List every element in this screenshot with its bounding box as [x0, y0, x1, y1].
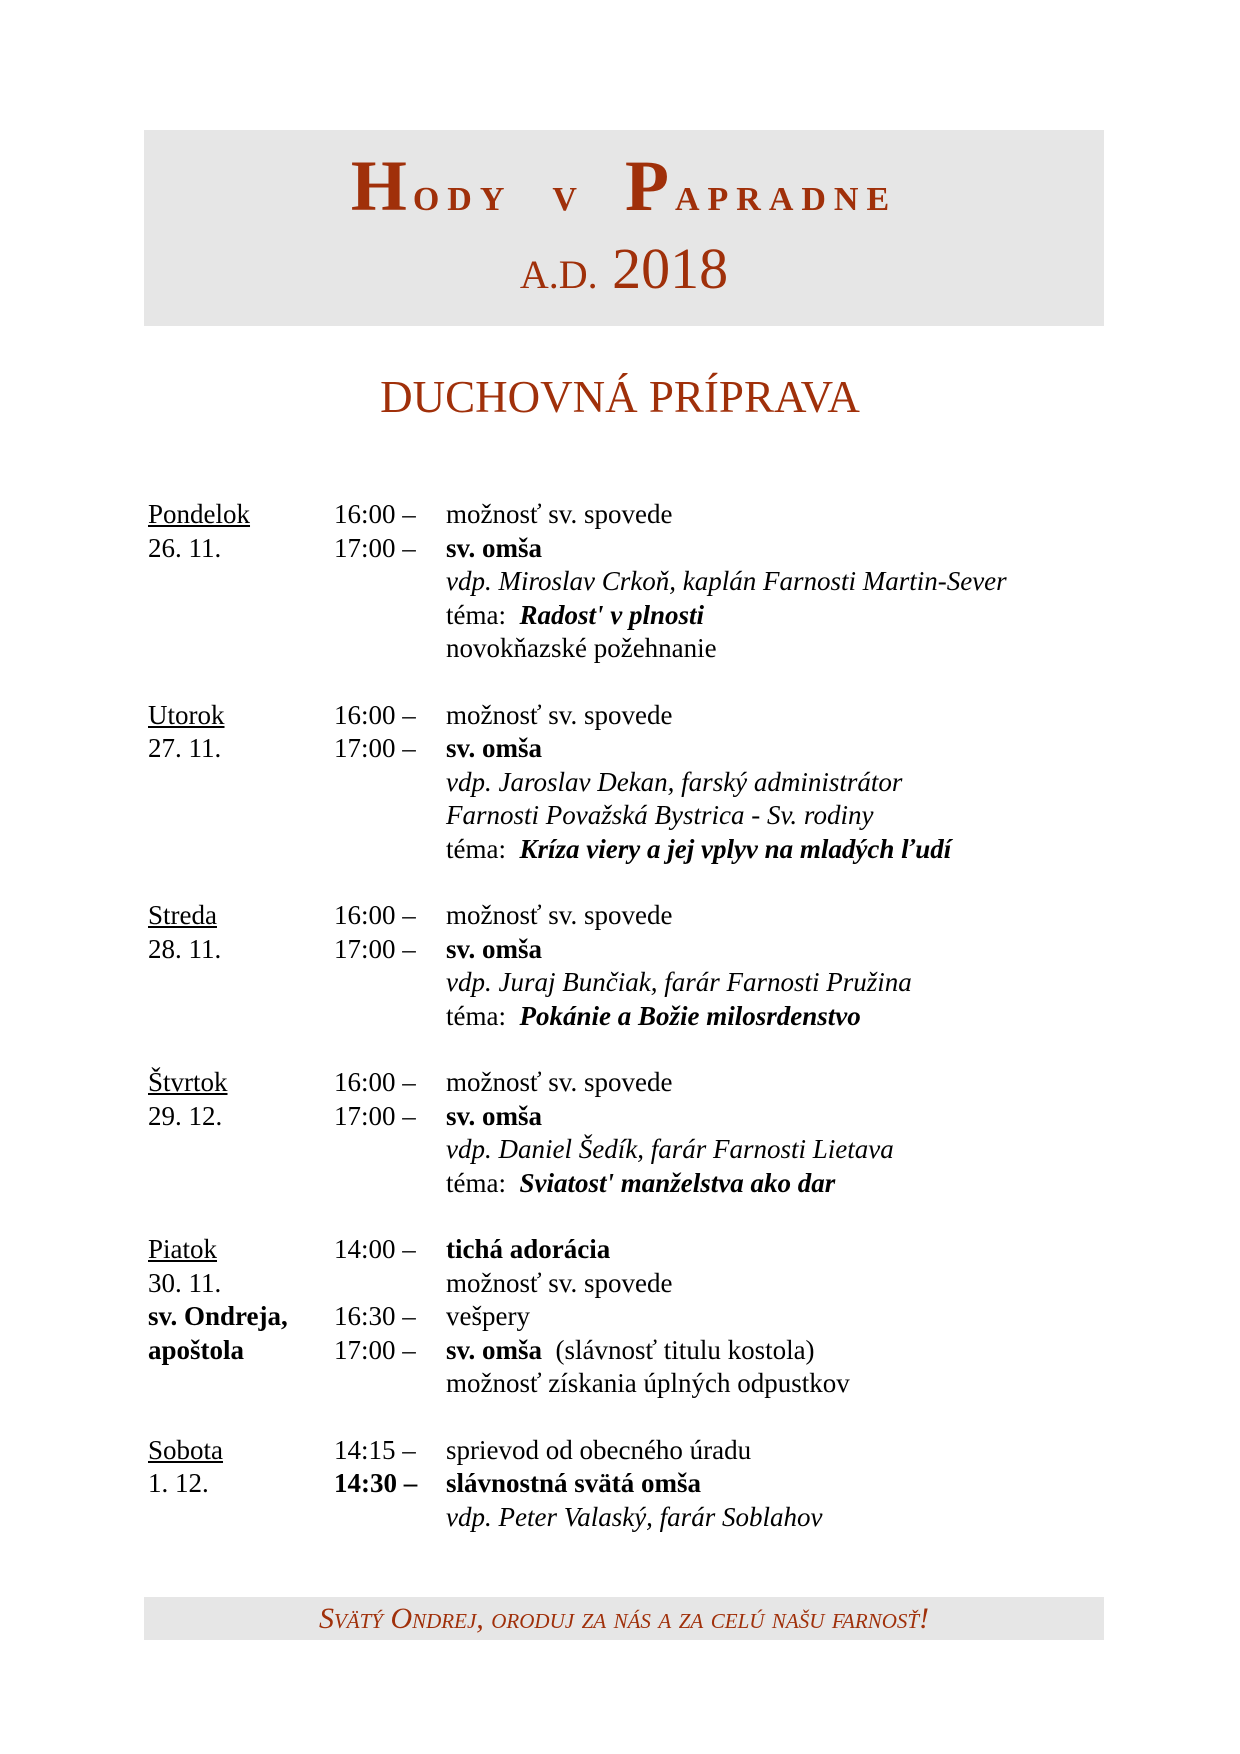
title-word-v: v — [552, 168, 585, 221]
title-word-hody-rest: ody — [412, 168, 513, 221]
time: 14:30 – — [334, 1468, 418, 1498]
event-text: možnosť sv. spovede — [446, 900, 673, 930]
theme-prefix: téma: — [446, 833, 506, 864]
day-block-sobota — [148, 1434, 1148, 1535]
time: 17:00 – — [334, 733, 416, 763]
schedule-line — [148, 1467, 1148, 1501]
day-name: Sobota — [148, 1434, 224, 1465]
schedule-line — [148, 632, 1148, 666]
schedule-line — [148, 1334, 1148, 1368]
day-name: Pondelok — [148, 499, 251, 529]
schedule-line — [148, 1133, 1148, 1167]
day-name: Piatok — [148, 1234, 218, 1264]
schedule-line — [148, 1000, 1148, 1034]
theme-text: Radost' v plnosti — [519, 599, 705, 630]
schedule-line — [148, 1233, 1148, 1267]
celebrant-text: vdp. Jaroslav Dekan, farský administrátor — [446, 766, 903, 797]
celebrant-text: vdp. Miroslav Crkoň, kaplán Farnosti Martin-Sever — [446, 566, 1007, 596]
schedule-line — [148, 699, 1148, 733]
celebrant-text: vdp. Daniel Šedík, farár Farnosti Lietava — [446, 1134, 894, 1164]
event-text: sprievod od obecného úradu — [446, 1434, 752, 1465]
feast-name: apoštola — [148, 1334, 245, 1365]
event-text: tichá adorácia — [446, 1234, 611, 1264]
event-text: sv. omša — [446, 933, 543, 964]
day-block-piatok — [148, 1233, 1148, 1401]
time: 17:00 – — [334, 1100, 416, 1131]
event-text: možnosť sv. spovede — [446, 1267, 673, 1298]
feast-name: sv. Ondreja, — [148, 1301, 288, 1331]
title-word-papradne-rest: apradne — [674, 168, 898, 221]
day-date: 27. 11. — [148, 733, 222, 763]
celebrant-text: vdp. Peter Valaský, farár Soblahov — [446, 1501, 823, 1532]
schedule — [148, 498, 1148, 1567]
schedule-line — [148, 1300, 1148, 1334]
page-year — [144, 234, 1104, 304]
header-band — [144, 130, 1104, 326]
schedule-line — [148, 766, 1148, 800]
day-date: 1. 12. — [148, 1468, 209, 1498]
schedule-line — [148, 933, 1148, 967]
schedule-line — [148, 565, 1148, 599]
schedule-line — [148, 1434, 1148, 1468]
day-block-pondelok — [148, 498, 1148, 666]
schedule-line — [148, 1066, 1148, 1100]
footer-prayer: Svätý Ondrej, oroduj za nás a za celú našu farnosť! — [318, 1602, 930, 1635]
day-name: Streda — [148, 900, 217, 930]
schedule-line — [148, 966, 1148, 1000]
theme-text: Kríza viery a jej vplyv na mladých ľudí — [519, 833, 952, 864]
time: 17:00 – — [334, 933, 416, 964]
event-text: novokňazské požehnanie — [446, 633, 717, 663]
day-block-streda — [148, 899, 1148, 1033]
day-name: Štvrtok — [148, 1067, 228, 1097]
event-text: vešpery — [446, 1301, 530, 1331]
schedule-line — [148, 599, 1148, 633]
year-value: 2018 — [612, 236, 729, 301]
schedule-line — [148, 498, 1148, 532]
event-text: možnosť sv. spovede — [446, 699, 673, 730]
title-letter-p: P — [624, 146, 675, 226]
theme-prefix: téma: — [446, 1167, 506, 1198]
schedule-line — [148, 833, 1148, 867]
event-text: slávnostná svätá omša — [446, 1468, 702, 1498]
page-title — [144, 140, 1104, 234]
event-text: sv. omša — [446, 733, 543, 763]
event-text: možnosť sv. spovede — [446, 1067, 673, 1097]
section-heading: DUCHOVNÁ PRÍPRAVA — [380, 372, 860, 422]
year-prefix: A.D. — [519, 252, 598, 297]
schedule-line — [148, 1167, 1148, 1201]
time: 16:00 – — [334, 699, 416, 730]
theme-text: Pokánie a Božie milosrdenstvo — [519, 1000, 861, 1031]
time: 16:00 – — [334, 1067, 416, 1097]
day-date: 30. 11. — [148, 1267, 222, 1298]
day-name: Utorok — [148, 699, 225, 730]
title-letter-h: H — [350, 146, 413, 226]
event-text: možnosť získania úplných odpustkov — [446, 1368, 850, 1398]
celebrant-text: Farnosti Považská Bystrica - Sv. rodiny — [446, 800, 874, 830]
day-block-stvrtok — [148, 1066, 1148, 1200]
celebrant-text: vdp. Juraj Bunčiak, farár Farnosti Pružina — [446, 967, 912, 997]
theme-text: Sviatost' manželstva ako dar — [519, 1167, 836, 1198]
time: 17:00 – — [334, 532, 416, 563]
time: 16:00 – — [334, 499, 416, 529]
schedule-line — [148, 732, 1148, 766]
theme-prefix: téma: — [446, 599, 506, 630]
day-date: 29. 12. — [148, 1100, 223, 1131]
schedule-line — [148, 899, 1148, 933]
event-text: sv. omša — [446, 532, 543, 563]
time: 16:00 – — [334, 900, 416, 930]
day-block-utorok — [148, 699, 1148, 867]
theme-prefix: téma: — [446, 1000, 506, 1031]
schedule-line — [148, 1501, 1148, 1535]
schedule-line — [148, 532, 1148, 566]
schedule-line — [148, 1367, 1148, 1401]
event-text: sv. omša — [446, 1334, 543, 1365]
time: 14:15 – — [334, 1434, 416, 1465]
event-note: (slávnosť titulu kostola) — [555, 1334, 815, 1365]
time: 14:00 – — [334, 1234, 416, 1264]
day-date: 26. 11. — [148, 532, 222, 563]
schedule-line — [148, 1267, 1148, 1301]
footer-band — [144, 1597, 1104, 1640]
schedule-line — [148, 799, 1148, 833]
event-text: sv. omša — [446, 1100, 543, 1131]
day-date: 28. 11. — [148, 933, 222, 964]
schedule-line — [148, 1100, 1148, 1134]
time: 16:30 – — [334, 1301, 416, 1331]
time: 17:00 – — [334, 1334, 416, 1365]
event-text: možnosť sv. spovede — [446, 499, 673, 529]
